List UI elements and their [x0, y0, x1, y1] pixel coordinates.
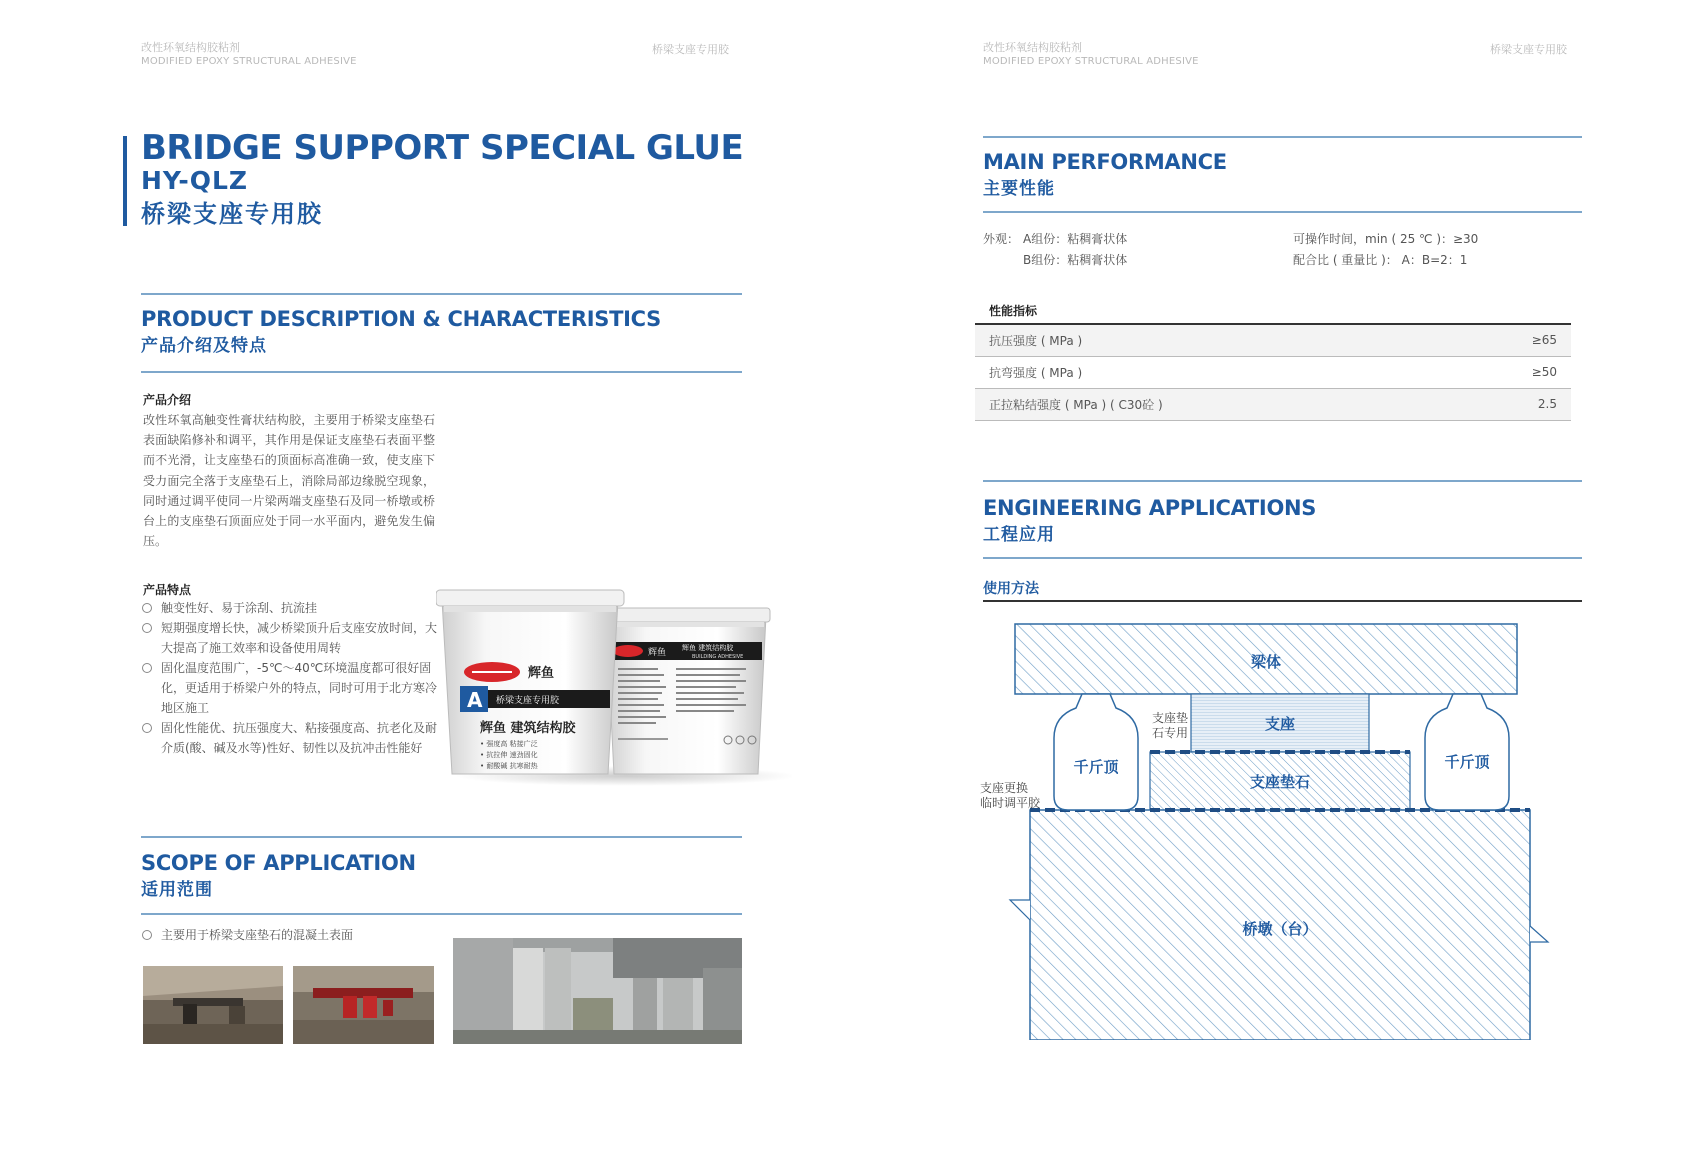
usage-heading: 使用方法 — [983, 581, 1039, 597]
performance-rule-bottom — [983, 211, 1582, 213]
pad-glue-callout: 支座垫 — [1152, 711, 1189, 725]
table-row — [975, 388, 1571, 420]
scope-title-en: SCOPE OF APPLICATION — [141, 851, 416, 875]
feature-item: 触变性好、易于涂刮、抗流挂 — [141, 598, 441, 618]
circle-bullet-icon — [142, 663, 152, 673]
performance-title-cn: 主要性能 — [983, 179, 1055, 199]
running-head-cn: 改性环氧结构胶粘剂 — [983, 41, 1082, 54]
engineering-title-cn: 工程应用 — [983, 525, 1055, 545]
features-heading: 产品特点 — [143, 583, 192, 597]
scope-rule-bottom — [141, 913, 742, 915]
jack-right-label: 千斤顶 — [1444, 753, 1490, 771]
big-bucket-brand: 辉鱼 — [528, 666, 555, 681]
small-bucket-en: BUILDING ADHESIVE — [692, 654, 744, 660]
jack-left — [1054, 694, 1138, 810]
feature-item: 固化温度范围广，-5℃～40℃环境温度都可很好固化，更适用于桥梁户外的特点，同时可用于北方寒冷地区施工 — [141, 658, 441, 718]
jack-left-label: 千斤顶 — [1073, 758, 1119, 776]
performance-table — [975, 298, 1571, 421]
performance-section-title — [983, 148, 1227, 202]
running-head-en: MODIFIED EPOXY STRUCTURAL ADHESIVE — [983, 56, 1199, 67]
section-rule-bottom — [141, 371, 742, 373]
bridge-photo-2 — [293, 966, 434, 1044]
big-bucket-bullet: • 强度高 粘接广泛 — [480, 740, 538, 748]
pad-glue-callout: 石专用 — [1152, 726, 1189, 740]
row-value: ≥50 — [1446, 356, 1571, 388]
circle-bullet-icon — [142, 623, 152, 633]
pier-edge-marker — [1010, 900, 1030, 920]
row-name: 正拉粘结强度 ( MPa ) ( C30砼 ) — [975, 388, 1446, 420]
table-header: 性能指标 — [975, 298, 1571, 324]
section-rule-top — [141, 293, 742, 295]
page-title — [141, 128, 743, 234]
big-bucket-letter: A — [467, 688, 483, 712]
big-bucket — [436, 590, 624, 774]
big-bucket-label: 桥梁支座专用胶 — [496, 696, 560, 706]
usage-diagram — [970, 616, 1570, 1040]
small-bucket-name: 辉鱼 建筑结构胶 — [682, 644, 734, 652]
description-title-en: PRODUCT DESCRIPTION & CHARACTERISTICS — [141, 307, 661, 331]
running-head-right: 桥梁支座专用胶 — [1490, 43, 1567, 56]
features-list — [141, 598, 441, 758]
scope-section-title — [141, 849, 416, 903]
support-label: 支座 — [1264, 715, 1296, 733]
feature-item: 固化性能优、抗压强度大、粘接强度高、抗老化及耐介质(酸、碱及水等)性好、韧性以及抗冲击性能好 — [141, 718, 441, 758]
performance-title-en: MAIN PERFORMANCE — [983, 150, 1227, 174]
scope-title-cn: 适用范围 — [141, 880, 213, 900]
running-head-left — [983, 41, 1199, 69]
big-bucket-product: 辉鱼 建筑结构胶 — [480, 721, 576, 736]
pad-stone-label: 支座垫石 — [1249, 773, 1311, 791]
beam-label: 梁体 — [1250, 653, 1282, 671]
engineering-title-en: ENGINEERING APPLICATIONS — [983, 496, 1317, 520]
circle-bullet-icon — [142, 930, 152, 940]
appearance-b: B组份：粘稠膏状体 — [1023, 253, 1128, 267]
running-head-left — [141, 41, 357, 69]
mix-ratio: 配合比 ( 重量比 )： A：B=2：1 — [1293, 253, 1468, 267]
temp-glue-callout: 支座更换 — [980, 781, 1029, 795]
description-title-cn: 产品介绍及特点 — [141, 336, 267, 356]
description-section-title — [141, 305, 661, 359]
scope-item: 主要用于桥梁支座垫石的混凝土表面 — [141, 926, 353, 943]
table-row — [975, 356, 1571, 388]
title-cn: 桥梁支座专用胶 — [141, 200, 323, 228]
table-row — [975, 324, 1571, 356]
big-bucket-bullet: • 抗拉伸 速劲固化 — [480, 751, 538, 759]
pier-edge-marker — [1530, 926, 1548, 942]
title-model: HY-QLZ — [141, 166, 249, 195]
row-name: 抗弯强度 ( MPa ) — [975, 356, 1446, 388]
appearance-label: 外观： — [983, 232, 1020, 246]
product-buckets-image — [436, 588, 792, 788]
pier-label: 桥墩（台） — [1242, 920, 1318, 938]
row-value: 2.5 — [1446, 388, 1571, 420]
row-value: ≥65 — [1446, 324, 1571, 356]
title-en: BRIDGE SUPPORT SPECIAL GLUE — [141, 128, 744, 168]
appearance-a: A组份：粘稠膏状体 — [1023, 232, 1128, 246]
performance-rule-top — [983, 136, 1582, 138]
running-head-en: MODIFIED EPOXY STRUCTURAL ADHESIVE — [141, 56, 357, 67]
running-head-cn: 改性环氧结构胶粘剂 — [141, 41, 240, 54]
feature-item: 短期强度增长快，减少桥梁顶升后支座安放时间，大大提高了施工效率和设备使用周转 — [141, 618, 441, 658]
intro-text: 改性环氧高触变性膏状结构胶，主要用于桥梁支座垫石表面缺陷修补和调平，其作用是保证支座垫石表面平整而不光滑，让支座垫石的顶面标高准确一致，使支座下受力面完全落于支座垫石上，消除局部边缘脱空现象，同时通过调平使同一片梁两端支座垫石及同一桥墩或桥台上的支座垫石顶面应处于同一水平面内，避免发生偏压。 — [143, 413, 435, 549]
pot-life: 可操作时间，min ( 25 ℃ )：≥30 — [1293, 232, 1479, 246]
running-head-right: 桥梁支座专用胶 — [652, 43, 729, 56]
bridge-photo-1 — [143, 966, 283, 1044]
circle-bullet-icon — [142, 723, 152, 733]
bridge-photo-3 — [453, 938, 742, 1044]
big-bucket-bullet: • 耐酸碱 抗寒耐热 — [480, 762, 538, 770]
circle-bullet-icon — [142, 603, 152, 613]
row-name: 抗压强度 ( MPa ) — [975, 324, 1446, 356]
small-bucket-brand: 辉鱼 — [648, 648, 667, 658]
intro-heading: 产品介绍 — [143, 393, 192, 407]
jack-right — [1425, 694, 1509, 810]
scope-rule-top — [141, 836, 742, 838]
small-bucket — [602, 608, 770, 774]
title-accent-bar — [123, 136, 127, 226]
temp-glue-callout: 临时调平胶 — [980, 796, 1041, 810]
